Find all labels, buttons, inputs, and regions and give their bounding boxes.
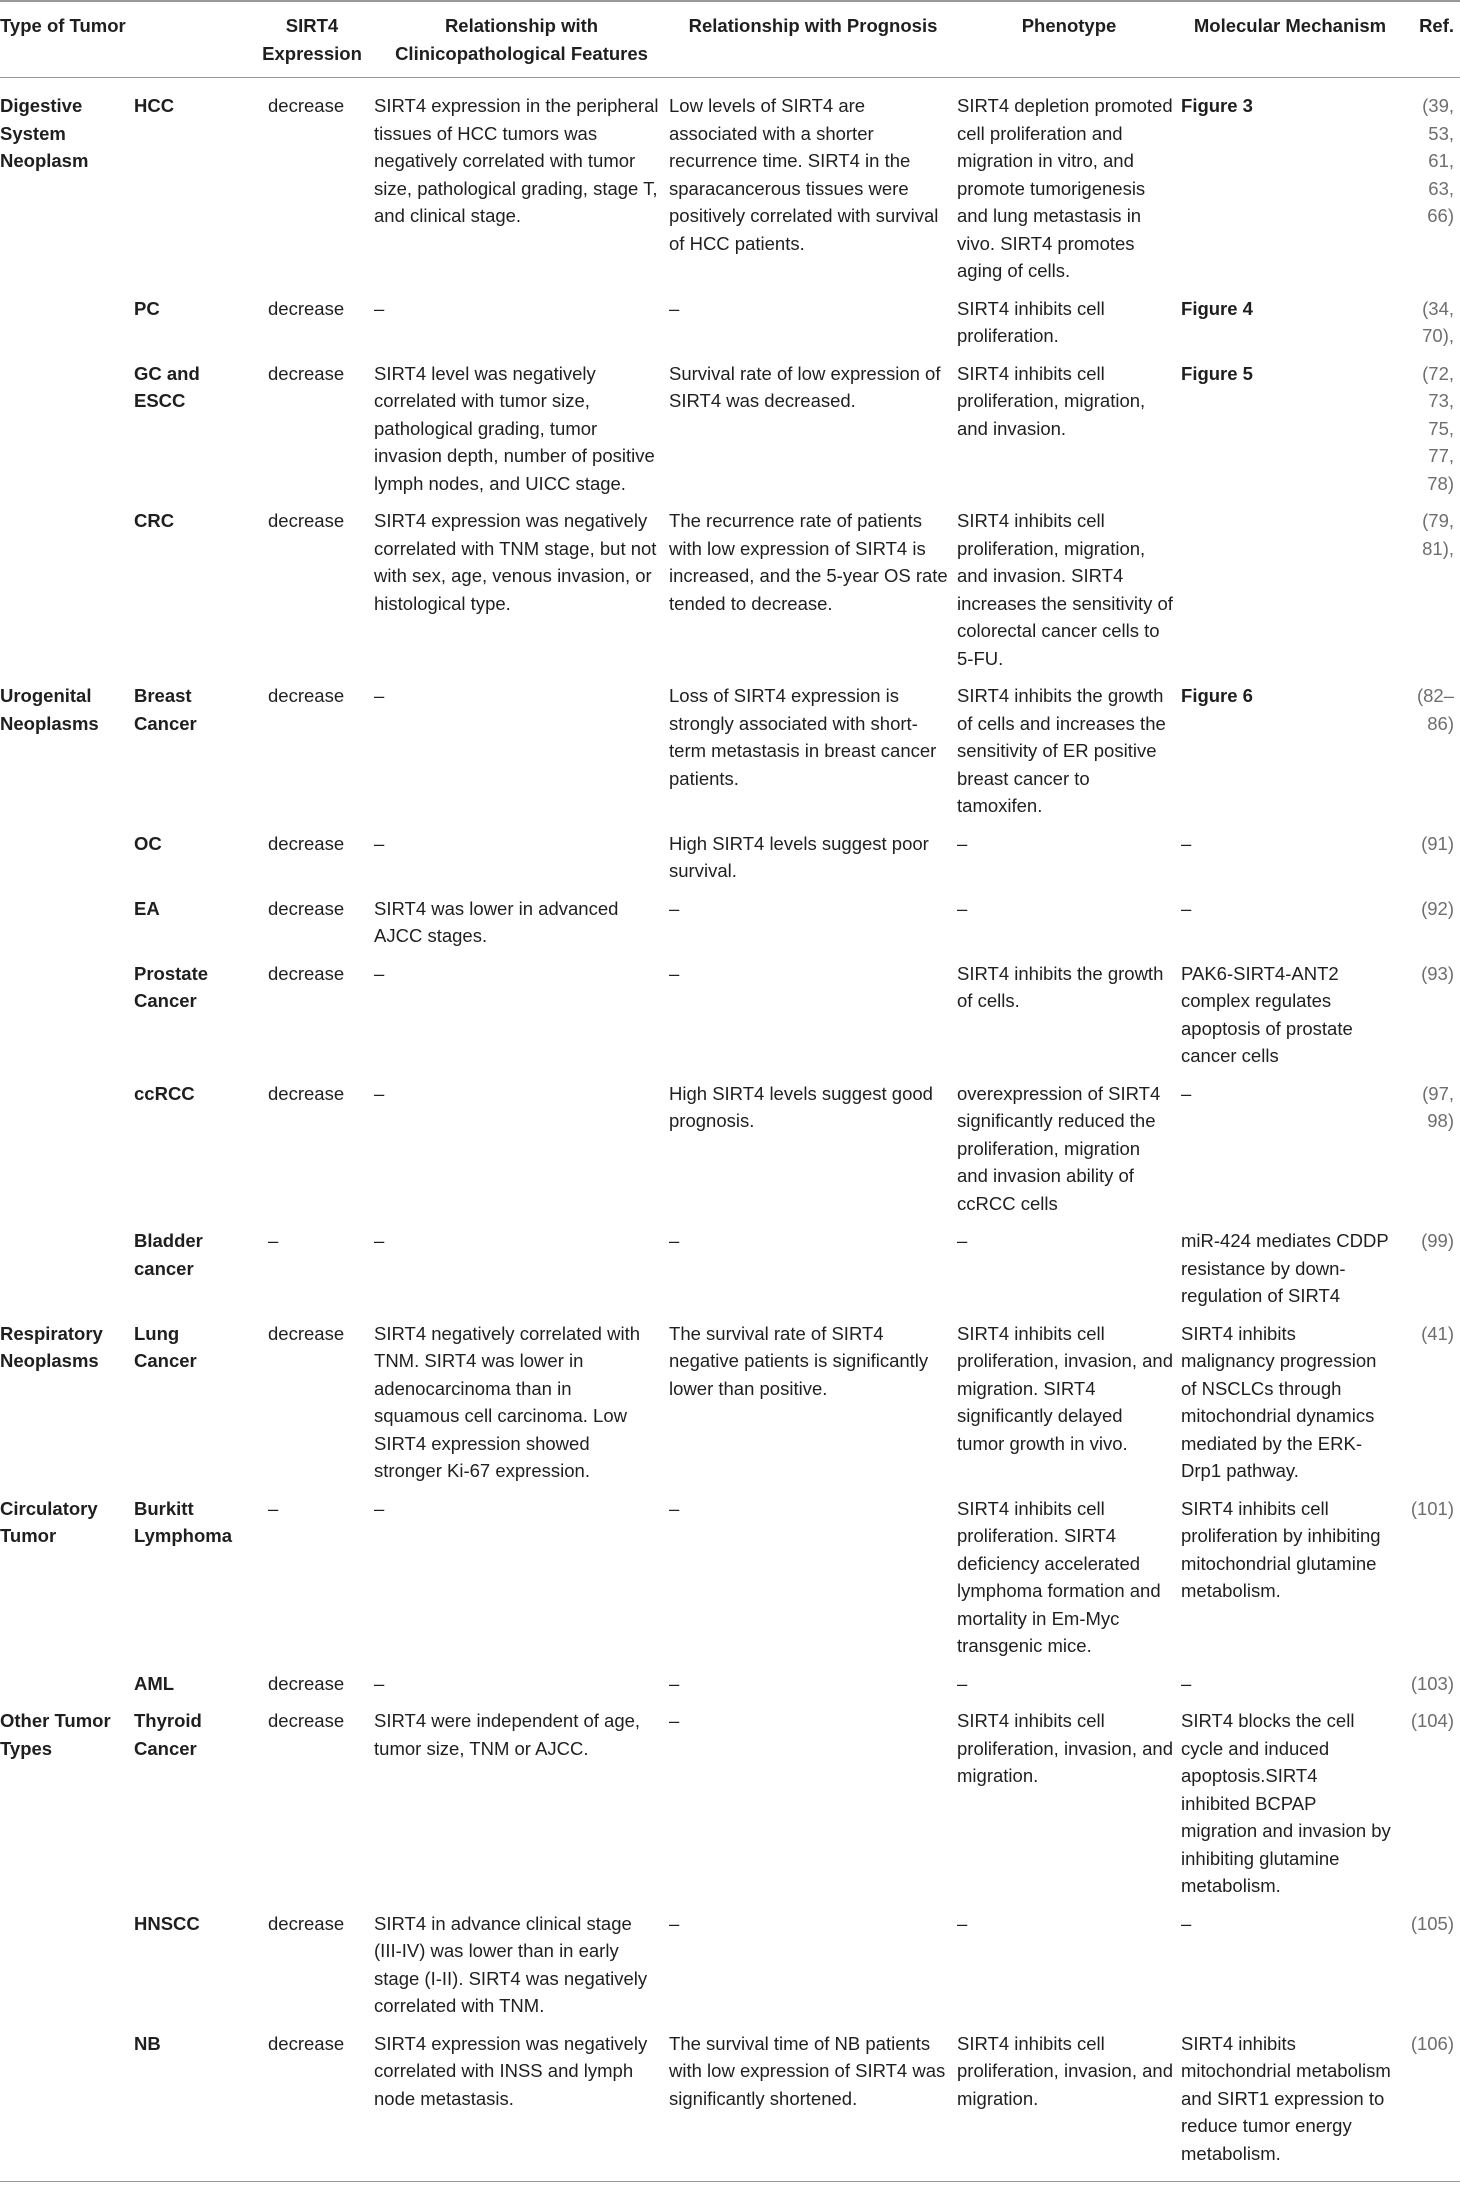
cell-tumor-group: Circulatory Tumor <box>0 1497 98 1546</box>
header-ref: Ref. <box>1419 15 1455 36</box>
cell-clinicopathological: – <box>374 297 385 319</box>
cell-phenotype: – <box>957 832 968 854</box>
table-row <box>0 820 1460 885</box>
cell-tumor-group: Respiratory Neoplasms <box>0 1322 103 1371</box>
cell-tumor-type: Burkitt Lymphoma <box>134 1497 232 1546</box>
cell-phenotype: – <box>957 1912 968 1934</box>
cell-clinicopathological: – <box>374 1672 385 1694</box>
table-row <box>0 672 1460 820</box>
cell-clinicopathological: – <box>374 962 385 984</box>
cell-sirt4-expression: decrease <box>268 510 345 531</box>
cell-clinicopathological: SIRT4 expression was negatively correlated with INSS and lymph node metastasis. <box>374 2032 648 2109</box>
cell-molecular-mechanism: – <box>1181 832 1192 854</box>
cell-molecular-mechanism: Figure 4 <box>1181 297 1253 319</box>
cell-phenotype: SIRT4 inhibits cell proliferation, migration, and invasion. <box>957 362 1146 439</box>
cell-phenotype: SIRT4 inhibits cell proliferation. <box>957 297 1105 346</box>
cell-phenotype: SIRT4 inhibits the growth of cells. <box>957 962 1164 1011</box>
table-row <box>0 350 1460 498</box>
cell-prognosis: – <box>669 962 680 984</box>
cell-tumor-type: HNSCC <box>134 1912 200 1934</box>
table-row <box>0 285 1460 350</box>
cell-tumor-type: EA <box>134 897 160 919</box>
cell-prognosis: – <box>669 1672 680 1694</box>
cell-tumor-type: CRC <box>134 510 175 531</box>
cell-sirt4-expression: decrease <box>268 685 345 706</box>
cell-sirt4-expression: decrease <box>268 1912 345 1934</box>
cell-molecular-mechanism: – <box>1181 1082 1192 1104</box>
cell-ref: (41) <box>1421 1322 1455 1344</box>
cell-molecular-mechanism: miR-424 mediates CDDP resistance by down-regulation of SIRT4 <box>1181 1230 1389 1306</box>
cell-tumor-type: PC <box>134 297 160 319</box>
table-row <box>0 1900 1460 2020</box>
cell-clinicopathological: – <box>374 1082 385 1104</box>
header-type-of-tumor: Type of Tumor <box>0 15 126 36</box>
cell-ref: (82–86) <box>1416 685 1455 734</box>
cell-prognosis: Loss of SIRT4 expression is strongly associated with short-term metastasis in breast cancer patients. <box>669 685 937 789</box>
cell-prognosis: Survival rate of low expression of SIRT4 was decreased. <box>669 362 941 411</box>
cell-prognosis: The survival time of NB patients with low expression of SIRT4 was significantly shortened. <box>669 2032 946 2109</box>
table-body <box>0 78 1460 2182</box>
cell-molecular-mechanism: Figure 5 <box>1181 362 1253 384</box>
cell-tumor-group <box>0 1900 134 2020</box>
header-sirt4-expression: SIRT4 Expression <box>262 15 362 64</box>
table-row <box>0 1070 1460 1218</box>
cell-sirt4-expression: decrease <box>268 362 345 384</box>
cell-tumor-group <box>0 350 134 498</box>
table-header-row <box>0 1 1460 78</box>
cell-sirt4-expression: – <box>268 1230 279 1251</box>
cell-tumor-type: ccRCC <box>134 1082 195 1104</box>
cell-sirt4-expression: decrease <box>268 297 345 319</box>
cell-prognosis: – <box>669 1497 680 1519</box>
cell-tumor-group: Digestive System Neoplasm <box>0 95 89 171</box>
cell-clinicopathological: SIRT4 expression in the peripheral tissues of HCC tumors was negatively correlated with tumor size, pathological grading, stage T, and clinical stage. <box>374 95 659 226</box>
cell-sirt4-expression: decrease <box>268 1710 345 1731</box>
cell-phenotype: SIRT4 inhibits the growth of cells and increases the sensitivity of ER positive breast cancer to tamoxifen. <box>957 685 1166 816</box>
cell-clinicopathological: SIRT4 in advance clinical stage (III-IV) was lower than in early stage (I-II). SIRT4 was negatively correlated with TNM. <box>374 1912 648 2016</box>
cell-molecular-mechanism: Figure 6 <box>1181 685 1253 706</box>
cell-tumor-type: NB <box>134 2032 161 2054</box>
cell-tumor-group <box>0 950 134 1070</box>
cell-molecular-mechanism <box>1181 497 1399 672</box>
cell-clinicopathological: SIRT4 level was negatively correlated with tumor size, pathological grading, tumor invasion depth, number of positive lymph nodes, and UICC stage. <box>374 362 655 494</box>
cell-prognosis: The survival rate of SIRT4 negative patients is significantly lower than positive. <box>669 1322 929 1399</box>
cell-tumor-type: GC and ESCC <box>134 362 200 411</box>
cell-molecular-mechanism: – <box>1181 1672 1192 1694</box>
cell-ref: (99) <box>1421 1230 1455 1251</box>
cell-sirt4-expression: decrease <box>268 1322 345 1344</box>
cell-clinicopathological: SIRT4 negatively correlated with TNM. SIRT4 was lower in adenocarcinoma than in squamous cell carcinoma. Low SIRT4 expression showed stronger Ki-67 expression. <box>374 1322 640 1481</box>
cell-prognosis: – <box>669 1912 680 1934</box>
cell-phenotype: SIRT4 inhibits cell proliferation, invasion, and migration. SIRT4 significantly delayed tumor growth in vivo. <box>957 1322 1173 1454</box>
cell-sirt4-expression: decrease <box>268 962 345 984</box>
cell-molecular-mechanism: SIRT4 inhibits malignancy progression of NSCLCs through mitochondrial dynamics mediated by the ERK-Drp1 pathway. <box>1181 1322 1377 1481</box>
cell-phenotype: overexpression of SIRT4 significantly reduced the proliferation, migration and invasion ability of ccRCC cells <box>957 1082 1161 1214</box>
cell-clinicopathological: – <box>374 685 385 706</box>
cell-molecular-mechanism: – <box>1181 897 1192 919</box>
cell-ref: (97, 98) <box>1422 1082 1455 1131</box>
cell-tumor-type: Prostate Cancer <box>134 962 209 1011</box>
cell-phenotype: SIRT4 inhibits cell proliferation, invasion, and migration. <box>957 1710 1173 1786</box>
cell-molecular-mechanism: SIRT4 inhibits cell proliferation by inhibiting mitochondrial glutamine metabolism. <box>1181 1497 1381 1601</box>
header-clinicopathological: Relationship with Clinicopathological Features <box>395 15 648 64</box>
cell-tumor-type: Breast Cancer <box>134 685 197 734</box>
cell-molecular-mechanism: SIRT4 blocks the cell cycle and induced apoptosis.SIRT4 inhibited BCPAP migration and invasion by inhibiting glutamine metabolism. <box>1181 1710 1391 1896</box>
cell-ref: (92) <box>1421 897 1455 919</box>
cell-tumor-group: Other Tumor Types <box>0 1710 111 1759</box>
table-row <box>0 885 1460 950</box>
cell-ref: (101) <box>1410 1497 1455 1519</box>
cell-phenotype: SIRT4 inhibits cell proliferation, migration, and invasion. SIRT4 increases the sensitivity of colorectal cancer cells to 5-FU. <box>957 510 1173 669</box>
header-phenotype: Phenotype <box>1021 15 1117 36</box>
table-row <box>0 1310 1460 1485</box>
cell-tumor-group <box>0 1217 134 1310</box>
cell-sirt4-expression: – <box>268 1497 279 1519</box>
cell-prognosis: High SIRT4 levels suggest good prognosis. <box>669 1082 933 1131</box>
cell-clinicopathological: – <box>374 1230 385 1251</box>
table-row <box>0 497 1460 672</box>
cell-prognosis: – <box>669 897 680 919</box>
cell-prognosis: High SIRT4 levels suggest poor survival. <box>669 832 929 881</box>
cell-tumor-type: HCC <box>134 95 175 116</box>
cell-ref: (39, 53, 61, 63, 66) <box>1422 95 1455 226</box>
cell-sirt4-expression: decrease <box>268 897 345 919</box>
cell-tumor-type: Thyroid Cancer <box>134 1710 202 1759</box>
cell-sirt4-expression: decrease <box>268 1672 345 1694</box>
cell-tumor-type: AML <box>134 1672 175 1694</box>
cell-phenotype: SIRT4 depletion promoted cell proliferation and migration in vitro, and promote tumorigenesis and lung metastasis in vivo. SIRT4 promotes aging of cells. <box>957 95 1173 281</box>
cell-tumor-group <box>0 1070 134 1218</box>
cell-molecular-mechanism: – <box>1181 1912 1192 1934</box>
cell-phenotype: – <box>957 897 968 919</box>
cell-sirt4-expression: decrease <box>268 832 345 854</box>
cell-tumor-type: Bladder cancer <box>134 1230 203 1279</box>
cell-clinicopathological: – <box>374 1497 385 1519</box>
cell-clinicopathological: SIRT4 expression was negatively correlated with TNM stage, but not with sex, age, venous invasion, or histological type. <box>374 510 657 614</box>
cell-ref: (93) <box>1421 962 1455 984</box>
cell-ref: (91) <box>1421 832 1455 854</box>
cell-phenotype: SIRT4 inhibits cell proliferation. SIRT4 deficiency accelerated lymphoma formation and mortality in Em-Myc transgenic mice. <box>957 1497 1161 1656</box>
cell-tumor-group <box>0 2020 134 2182</box>
cell-ref: (34, 70), <box>1422 297 1455 346</box>
cell-prognosis: Low levels of SIRT4 are associated with a shorter recurrence time. SIRT4 in the sparacancerous tissues were positively correlated with survival of HCC patients. <box>669 95 939 254</box>
cell-phenotype: – <box>957 1230 968 1251</box>
cell-ref: (104) <box>1410 1710 1455 1731</box>
table-row <box>0 2020 1460 2182</box>
cell-clinicopathological: SIRT4 was lower in advanced AJCC stages. <box>374 897 619 946</box>
cell-ref: (79, 81), <box>1422 510 1455 559</box>
cell-ref: (105) <box>1410 1912 1455 1934</box>
header-prognosis: Relationship with Prognosis <box>688 15 938 36</box>
cell-tumor-group <box>0 820 134 885</box>
cell-prognosis: – <box>669 1230 680 1251</box>
cell-molecular-mechanism: PAK6-SIRT4-ANT2 complex regulates apoptosis of prostate cancer cells <box>1181 962 1353 1066</box>
cell-phenotype: – <box>957 1672 968 1694</box>
cell-prognosis: – <box>669 1710 680 1731</box>
cell-ref: (106) <box>1410 2032 1455 2054</box>
cell-tumor-group <box>0 285 134 350</box>
cell-sirt4-expression: decrease <box>268 95 345 116</box>
cell-tumor-group: Urogenital Neoplasms <box>0 685 99 734</box>
cell-tumor-group <box>0 497 134 672</box>
cell-tumor-type: Lung Cancer <box>134 1322 197 1371</box>
cell-sirt4-expression: decrease <box>268 1082 345 1104</box>
cell-prognosis: The recurrence rate of patients with low expression of SIRT4 is increased, and the 5-year OS rate tended to decrease. <box>669 510 948 614</box>
cell-prognosis: – <box>669 297 680 319</box>
table-row <box>0 1485 1460 1660</box>
cell-ref: (72, 73, 75, 77, 78) <box>1422 362 1455 494</box>
table-row <box>0 950 1460 1070</box>
table-row <box>0 1697 1460 1900</box>
cell-molecular-mechanism: Figure 3 <box>1181 95 1253 116</box>
cell-tumor-group <box>0 885 134 950</box>
cell-molecular-mechanism: SIRT4 inhibits mitochondrial metabolism and SIRT1 expression to reduce tumor energy metabolism. <box>1181 2032 1391 2164</box>
table-row <box>0 1660 1460 1698</box>
cell-phenotype: SIRT4 inhibits cell proliferation, invasion, and migration. <box>957 2032 1173 2109</box>
cell-clinicopathological: SIRT4 were independent of age, tumor size, TNM or AJCC. <box>374 1710 641 1759</box>
header-molecular-mechanism: Molecular Mechanism <box>1193 15 1387 36</box>
cell-clinicopathological: – <box>374 832 385 854</box>
cell-tumor-group <box>0 1660 134 1698</box>
table-row <box>0 78 1460 285</box>
table-row <box>0 1217 1460 1310</box>
cell-tumor-type: OC <box>134 832 162 854</box>
cell-ref: (103) <box>1410 1672 1455 1694</box>
cell-sirt4-expression: decrease <box>268 2032 345 2054</box>
